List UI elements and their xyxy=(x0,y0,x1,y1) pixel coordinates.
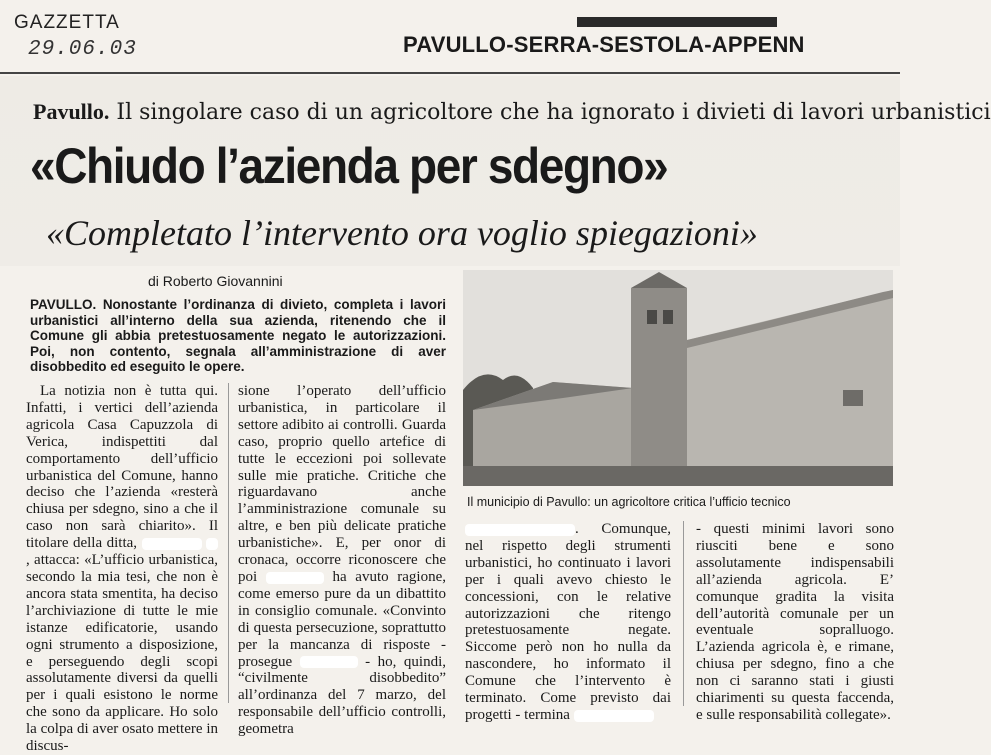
article-column-3 xyxy=(465,521,671,724)
column-text xyxy=(238,383,446,738)
col3-text: . Comunque, nel rispetto degli strumenti urbanistici, ho continuato i lavori per i quali avevo chiesto le concessioni, con le relative autorizzazioni che ritengo pretestuosamente negate. Siccome però non ho nulla da nascondere, ho informato il Comune che l’intervento è terminato. Come previsto dai progetti - termina xyxy=(465,521,671,723)
headline: «Chiudo l’azienda per sdegno» xyxy=(30,138,668,194)
redacted-name xyxy=(142,538,202,550)
col1-text-b: , attacca: «L’ufficio urbanistica, secondo la mia tesi, che non è ancora stata smentita, ha deciso l’archiviazione di tutte le mie istanze edificatorie, usando ogni strumento a disposizione, e perseguendo degli scopi assolutamente diversi da quelli per i quali esistono le norme che sono da applicare. Ho solo la colpa di aver osato mettere in discus- xyxy=(26,552,218,755)
column-text xyxy=(26,383,218,755)
redacted-name xyxy=(574,710,654,722)
header-rule xyxy=(0,72,900,74)
col2-text-a: sione l’operato dell’ufficio urbanistica, in particolare il settore adibito ai controlli. Guarda caso, proprio quello artefice di tutte le eccezioni poi sollevate sulle mie pratiche. Critiche che riguardavano anche l’amministrazione comunale su altre, e ben più delicate pratiche urbanistiche». E, per onor di cronaca, occorre riconoscere che poi xyxy=(238,383,446,585)
byline: di Roberto Giovannini xyxy=(148,273,283,289)
lead-place: PAVULLO. xyxy=(30,297,97,312)
newspaper-masthead: GAZZETTA xyxy=(14,12,120,33)
article-column-1 xyxy=(26,383,218,755)
column-text xyxy=(696,521,894,724)
section-title: PAVULLO-SERRA-SESTOLA-APPENN xyxy=(403,32,805,57)
lead-paragraph xyxy=(30,297,446,375)
column-divider xyxy=(228,383,229,703)
photo-caption: Il municipio di Pavullo: un agricoltore critica l’ufficio tecnico xyxy=(467,495,791,509)
kicker-text: Il singolare caso di un agricoltore che ha ignorato i divieti di lavori urbanistici xyxy=(116,100,991,125)
article-column-4 xyxy=(696,521,894,724)
col2-text-c: - ho, quindi, “civilmente disobbedito” all’ordinanza del 7 marzo, del responsabile dell’ufficio controlli, geometra xyxy=(238,653,446,738)
lead-text: Nonostante l’ordinanza di divieto, completa i lavori urbanistici all’interno della sua azienda, ritenendo che il Comune gli abbia pretestuosamente negato le autorizzazioni. Poi, non contento, segnala all’amministrazione di aver disobbedito ed eseguito le opere. xyxy=(30,297,446,374)
column-divider xyxy=(683,521,684,706)
redacted-name xyxy=(266,572,324,584)
handwritten-date: 29.06.03 xyxy=(28,38,137,61)
col1-text-a: La notizia non è tutta qui. Infatti, i vertici dell’azienda agricola Casa Capuzzola di Verica, indispettiti dal comportamento dell’ufficio urbanistica del Comune, hanno deciso che l’azienda «resterà chiusa per sdegno, sino a che il caso non sarà chiarito». Il titolare della ditta, xyxy=(26,383,218,552)
column-text xyxy=(465,521,671,724)
redacted-name xyxy=(465,524,575,536)
col4-text: - questi minimi lavori sono riusciti bene e sono assolutamente indispensabili all’azienda agricola. E’ comunque gradita la visita dell’autorità comunale per un eventuale sopralluogo. L’azienda agricola è, e rimane, chiusa per sdegno, fino a che non ci saranno stati i giusti chiarimenti su questa faccenda, e sulle responsabilità collegate». xyxy=(696,521,894,723)
clock-tower xyxy=(631,288,687,486)
street xyxy=(463,466,893,486)
town-hall-illustration xyxy=(463,270,893,486)
col2-text-b: ha avuto ragione, come emerso pure da un dibattito in consiglio comunale. «Convinto di questa persecuzione, soprattutto per la mancanza di risposte - prosegue xyxy=(238,568,446,670)
redacted-name xyxy=(206,538,218,550)
redacted-name xyxy=(300,656,358,668)
article-column-2 xyxy=(238,383,446,738)
kicker xyxy=(33,99,991,125)
subheadline: «Completato l’intervento ora voglio spiegazioni» xyxy=(46,213,758,253)
section-bar xyxy=(577,17,777,27)
town-hall-photo xyxy=(463,270,893,486)
kicker-place: Pavullo. xyxy=(33,99,110,124)
